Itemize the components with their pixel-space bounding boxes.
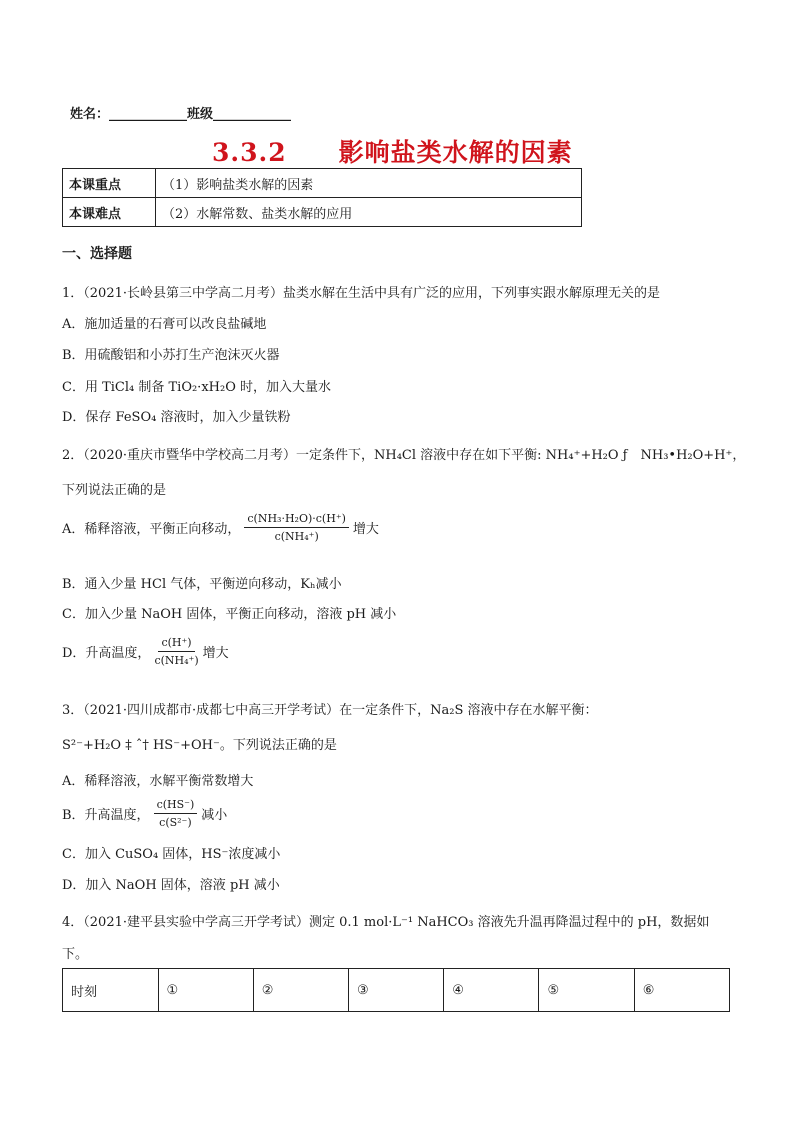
q3-option-d: D．加入 NaOH 固体，溶液 pH 减小: [62, 878, 280, 893]
key-cell: 本课重点: [63, 169, 156, 198]
q2-option-c: C．加入少量 NaOH 固体，平衡正向移动，溶液 pH 减小: [62, 607, 397, 622]
q2-option-b: B．通入少量 HCl 气体，平衡逆向移动，Kₕ减小: [62, 577, 342, 592]
q2-d-tail: 增大: [202, 646, 229, 661]
table-cell: ④: [444, 969, 539, 1012]
section-heading: 一、选择题: [62, 246, 132, 262]
q1-option-d: D．保存 FeSO₄ 溶液时，加入少量铁粉: [62, 410, 291, 425]
q3-option-b: [62, 798, 227, 829]
q3-b-fraction: [154, 798, 198, 829]
q1-option-b: B．用硫酸铝和小苏打生产泡沫灭火器: [62, 348, 280, 363]
q3-option-c: C．加入 CuSO₄ 固体，HS⁻浓度减小: [62, 847, 281, 862]
table-cell: ③: [348, 969, 443, 1012]
q2-d-text: D．升高温度，: [62, 646, 151, 661]
q1-stem: 1．（2021·长岭县第三中学高二月考）盐类水解在生活中具有广泛的应用，下列事实跟水解原理无关的是: [62, 286, 660, 301]
value-cell: （1）影响盐类水解的因素: [156, 169, 582, 198]
name-blank: ____________: [109, 107, 188, 122]
class-blank: ____________: [213, 107, 292, 122]
q2-option-a: [62, 512, 379, 543]
q2-a-fraction: [244, 512, 349, 543]
q2-d-numerator: c(H⁺): [158, 636, 194, 652]
q4-stem-2: 下。: [62, 947, 89, 962]
q2-a-numerator: c(NH₃·H₂O)·c(H⁺): [244, 512, 349, 528]
q4-stem: 4．（2021·建平县实验中学高三开学考试）测定 0.1 mol·L⁻¹ NaHCO₃ 溶液先升温再降温过程中的 pH，数据如: [62, 915, 710, 930]
table-cell: ⑥: [634, 969, 729, 1012]
table-row: [63, 969, 730, 1012]
q2-stem-2: 下列说法正确的是: [62, 483, 167, 498]
q3-b-numerator: c(HS⁻): [154, 798, 198, 814]
q2-d-fraction: [154, 636, 198, 667]
q2-a-tail: 增大: [352, 522, 379, 537]
q2-a-denominator: c(NH₄⁺): [274, 530, 319, 543]
table-cell: ⑤: [539, 969, 634, 1012]
table-row: [63, 169, 582, 198]
table-row: [63, 198, 582, 227]
table-cell: ②: [253, 969, 348, 1012]
key-points-table: [62, 168, 582, 227]
q4-data-table: [62, 968, 730, 1012]
value-cell: （2）水解常数、盐类水解的应用: [156, 198, 582, 227]
q2-stem: 2．（2020·重庆市暨华中学校高二月考）一定条件下，NH₄Cl 溶液中存在如下平衡: NH₄⁺+H₂O ƒ NH₃•H₂O+H⁺，: [62, 448, 746, 463]
page-title: 3.3.2 影响盐类水解的因素: [212, 138, 573, 167]
q3-equation: S²⁻+H₂O ‡ ˆ† HS⁻+OH⁻。下列说法正确的是: [62, 738, 337, 753]
table-cell: ①: [158, 969, 253, 1012]
q3-b-text: B．升高温度，: [62, 808, 150, 823]
q1-option-c: C．用 TiCl₄ 制备 TiO₂·xH₂O 时，加入大量水: [62, 380, 331, 395]
class-label: 班级: [187, 107, 214, 122]
q3-b-tail: 减小: [201, 808, 228, 823]
q3-option-a: A．稀释溶液，水解平衡常数增大: [62, 774, 254, 789]
q3-stem: 3．（2021·四川成都市·成都七中高三开学考试）在一定条件下，Na₂S 溶液中存在水解平衡：: [62, 703, 598, 718]
name-line: [70, 103, 291, 122]
key-cell: 本课难点: [63, 198, 156, 227]
name-label: 姓名：: [70, 107, 110, 122]
q1-option-a: A．施加适量的石膏可以改良盐碱地: [62, 317, 267, 332]
table-cell: 时刻: [63, 969, 159, 1012]
q3-b-denominator: c(S²⁻): [159, 816, 192, 829]
q2-d-denominator: c(NH₄⁺): [154, 654, 199, 667]
q2-a-text: A．稀释溶液，平衡正向移动，: [62, 522, 241, 537]
q2-option-d: [62, 636, 229, 667]
